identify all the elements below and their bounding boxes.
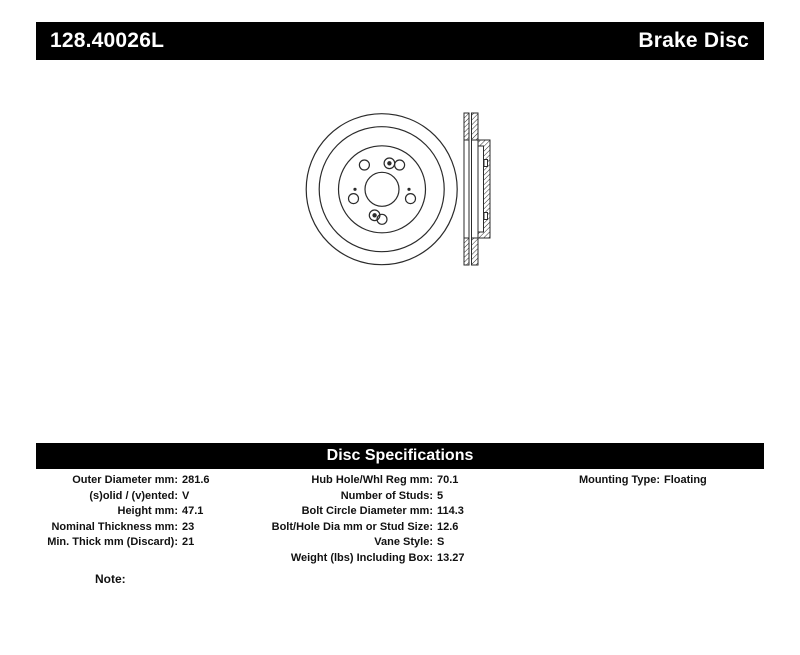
center-hub-hole [365,172,399,206]
stud-hole [395,160,405,170]
hat-stud-hole-section [484,160,488,167]
spec-row [546,474,764,490]
outer-diameter-circle [306,114,457,265]
hat-section [478,140,490,238]
hat-stud-hole-section [484,213,488,220]
spec-value: S [437,536,445,549]
screw-hole [384,158,395,169]
spec-label: (s)olid / (v)ented: [89,489,178,502]
spec-column-left [36,474,286,552]
spec-row [36,536,286,552]
inboard-plate-hatch-bottom [472,238,479,265]
section-title: Disc Specifications [326,447,474,464]
spec-row [286,536,546,552]
header-bar [36,22,764,60]
spec-label: Outer Diameter mm: [72,474,178,486]
spec-column-right [546,474,764,490]
outboard-plate-hatch-top [464,113,469,140]
index-dot [353,188,356,191]
stud-hole [406,194,416,204]
spec-label: Nominal Thickness mm: [51,520,178,533]
spec-value: V [182,489,190,502]
spec-row [36,490,286,506]
hub-face-circle [339,146,426,233]
brake-disc-technical-drawing [280,95,510,285]
spec-row [286,552,546,568]
spec-row [36,521,286,537]
spec-row [271,520,546,537]
spec-row [36,505,286,521]
spec-value: 23 [182,520,195,533]
spec-row [36,474,286,490]
index-dot [407,188,410,191]
part-number: 128.40026L [50,29,165,52]
outboard-plate-hatch-bottom [464,238,469,265]
spec-row [286,505,546,521]
spec-label: Number of Studs: [340,489,433,502]
stud-hole [359,160,369,170]
spec-label: Height mm: [117,505,178,518]
spec-value: 13.27 [437,551,465,564]
section-bar [36,443,764,469]
inboard-plate-hatch-top [472,113,479,140]
spec-column-middle [271,474,546,568]
spec-label: Mounting Type: [578,474,660,486]
spec-value: 21 [182,536,195,549]
spec-value: 114.3 [437,505,464,518]
spec-label: Bolt/Hole Dia mm or Stud Size: [271,520,433,533]
spec-label: Hub Hole/Whl Reg mm: [311,474,433,486]
spec-label: Bolt Circle Diameter mm: [301,505,433,518]
spec-label: Min. Thick mm (Discard): [47,536,178,549]
spec-label: Vane Style: [374,536,433,549]
stud-hole [349,194,359,204]
spec-value: 281.6 [182,474,210,486]
note-label: Note: [95,572,126,586]
spec-row [286,474,546,490]
spec-row [286,490,546,506]
spec-value: 70.1 [437,474,459,486]
brake-disc-front-view [306,114,457,265]
brake-disc-side-view [464,113,490,265]
spec-value: 12.6 [437,520,459,533]
spec-label: Weight (lbs) Including Box: [290,551,433,564]
spec-value: 5 [437,489,444,502]
spec-value: Floating [664,474,707,486]
product-type-title: Brake Disc [638,29,749,52]
spec-value: 47.1 [182,505,204,518]
